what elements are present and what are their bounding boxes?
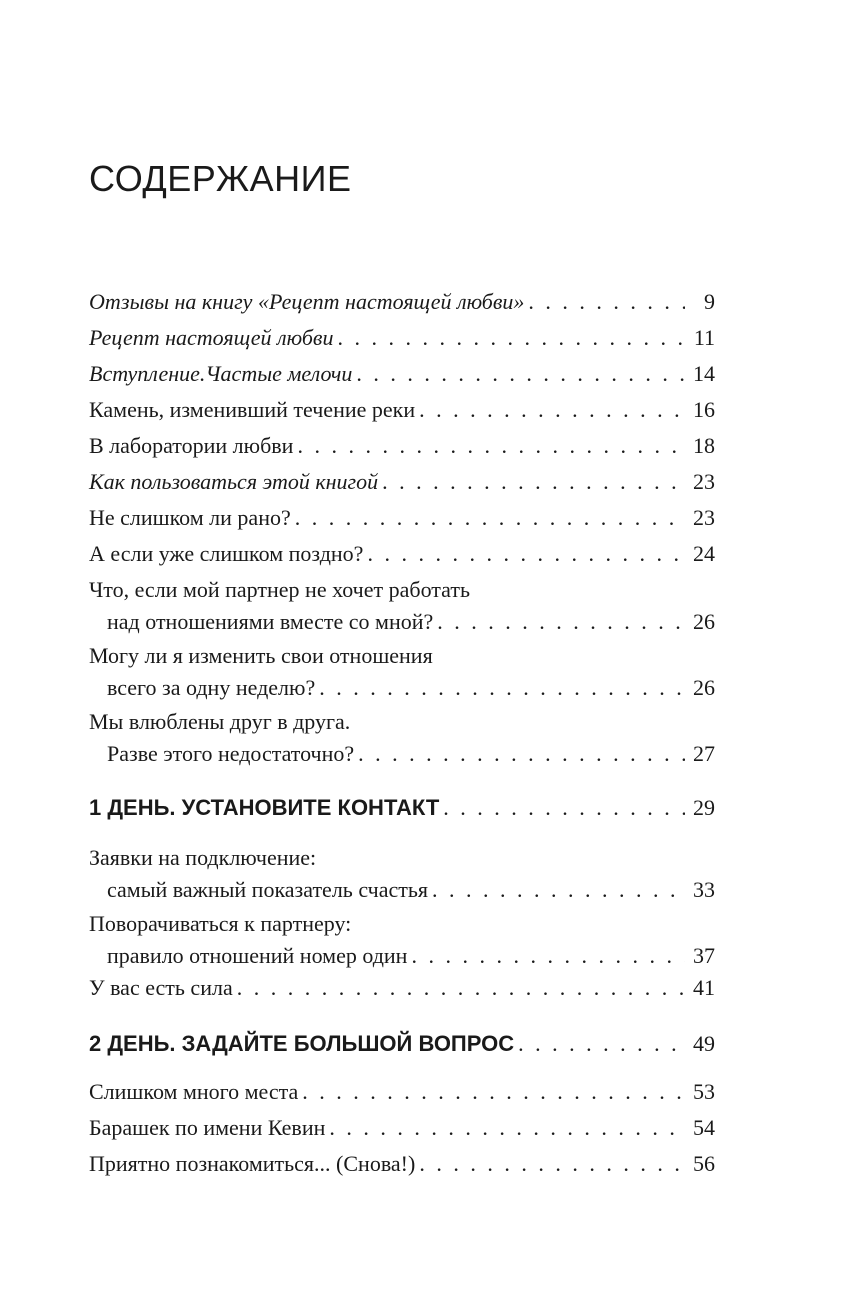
page-title: СОДЕРЖАНИЕ [89, 158, 352, 199]
dot-leader [382, 466, 685, 498]
toc-entry-title: Как пользоваться этой книгой [89, 469, 379, 494]
toc-entry-title: Рецепт настоящей любви [89, 325, 334, 350]
toc-page-number: 23 [693, 469, 715, 494]
toc-entry-title: 2 ДЕНЬ. ЗАДАЙТЕ БОЛЬШОЙ ВОПРОС [89, 1031, 515, 1056]
toc-page-number: 29 [693, 795, 715, 820]
toc-entry-title: Приятно познакомиться... (Снова!) [89, 1151, 416, 1176]
toc-entry[interactable] [89, 322, 715, 354]
toc-entry[interactable] [89, 574, 715, 638]
toc-entry[interactable] [89, 1076, 715, 1108]
toc-entry[interactable] [89, 842, 715, 906]
toc-page-number: 23 [693, 505, 715, 530]
toc-entry-title: В лаборатории любви [89, 433, 294, 458]
toc-entry[interactable] [89, 972, 715, 1004]
toc-entry-title: всего за одну неделю? [107, 675, 316, 700]
toc-entry[interactable] [89, 430, 715, 462]
dot-leader [419, 394, 685, 426]
toc-chapter[interactable] [89, 1028, 715, 1060]
toc-entry-title: У вас есть сила [89, 975, 233, 1000]
toc-entry-title: Барашек по имени Кевин [89, 1115, 326, 1140]
dot-leader [337, 322, 685, 354]
toc-page-number: 41 [693, 975, 715, 1000]
dot-leader [319, 672, 685, 704]
toc-entry-title: самый важный показатель счастья [107, 877, 429, 902]
toc-page-number: 11 [693, 325, 715, 350]
toc-entry[interactable] [89, 640, 715, 704]
toc-entry[interactable] [89, 466, 715, 498]
toc-entry[interactable] [89, 706, 715, 770]
toc-entry-title: Слишком много места [89, 1079, 299, 1104]
dot-leader [302, 1076, 685, 1108]
toc-entry-title: Поворачиваться к партнеру: [89, 911, 352, 936]
toc-page-number: 49 [693, 1031, 715, 1056]
toc-entry-title: Разве этого недостаточно? [107, 741, 355, 766]
toc-entry-title: Мы влюблены друг в друга. [89, 709, 351, 734]
toc-page-number: 24 [693, 541, 715, 566]
toc-page-number: 56 [693, 1151, 715, 1176]
toc-entry[interactable] [89, 286, 715, 318]
toc-entry-title: Отзывы на книгу «Рецепт настоящей любви» [89, 289, 525, 314]
toc-entry[interactable] [89, 1112, 715, 1144]
toc-entry-title: Камень, изменивший течение реки [89, 397, 416, 422]
toc-page-number: 37 [693, 943, 715, 968]
dot-leader [297, 430, 685, 462]
toc-chapter[interactable] [89, 792, 715, 824]
toc-page-number: 9 [704, 289, 715, 314]
toc-entry-title: Могу ли я изменить свои отношения [89, 643, 433, 668]
toc-entry[interactable] [89, 394, 715, 426]
dot-leader [419, 1148, 685, 1180]
dot-leader [528, 286, 685, 318]
toc-page-number: 26 [693, 609, 715, 634]
dot-leader [443, 792, 685, 824]
toc-entry[interactable] [89, 538, 715, 570]
dot-leader [329, 1112, 685, 1144]
toc-entry-title: Вступление.Частые мелочи [89, 361, 353, 386]
toc-page-number: 53 [693, 1079, 715, 1104]
dot-leader [295, 502, 685, 534]
toc-entry-title: над отношениями вместе со мной? [107, 609, 434, 634]
toc-page-number: 33 [693, 877, 715, 902]
toc-page-number: 18 [693, 433, 715, 458]
dot-leader [518, 1028, 685, 1060]
toc-entry-title: 1 ДЕНЬ. УСТАНОВИТЕ КОНТАКТ [89, 795, 440, 820]
toc-entry-title: А если уже слишком поздно? [89, 541, 364, 566]
toc-entry[interactable] [89, 908, 715, 972]
dot-leader [237, 972, 685, 1004]
toc-page-number: 14 [693, 361, 715, 386]
toc-entry[interactable] [89, 1148, 715, 1180]
toc-page-number: 16 [693, 397, 715, 422]
dot-leader [367, 538, 685, 570]
dot-leader [437, 606, 685, 638]
toc-entry-title: Не слишком ли рано? [89, 505, 291, 530]
toc-entry-title: правило отношений номер один [107, 943, 408, 968]
toc-page-number: 26 [693, 675, 715, 700]
dot-leader [356, 358, 685, 390]
dot-leader [432, 874, 685, 906]
toc-page-number: 27 [693, 741, 715, 766]
dot-leader [411, 940, 685, 972]
toc-entry-title: Что, если мой партнер не хочет работать [89, 577, 471, 602]
toc-entry[interactable] [89, 502, 715, 534]
toc-page-number: 54 [693, 1115, 715, 1140]
toc-entry-title: Заявки на подключение: [89, 845, 317, 870]
toc-entry[interactable] [89, 358, 715, 390]
dot-leader [358, 738, 685, 770]
